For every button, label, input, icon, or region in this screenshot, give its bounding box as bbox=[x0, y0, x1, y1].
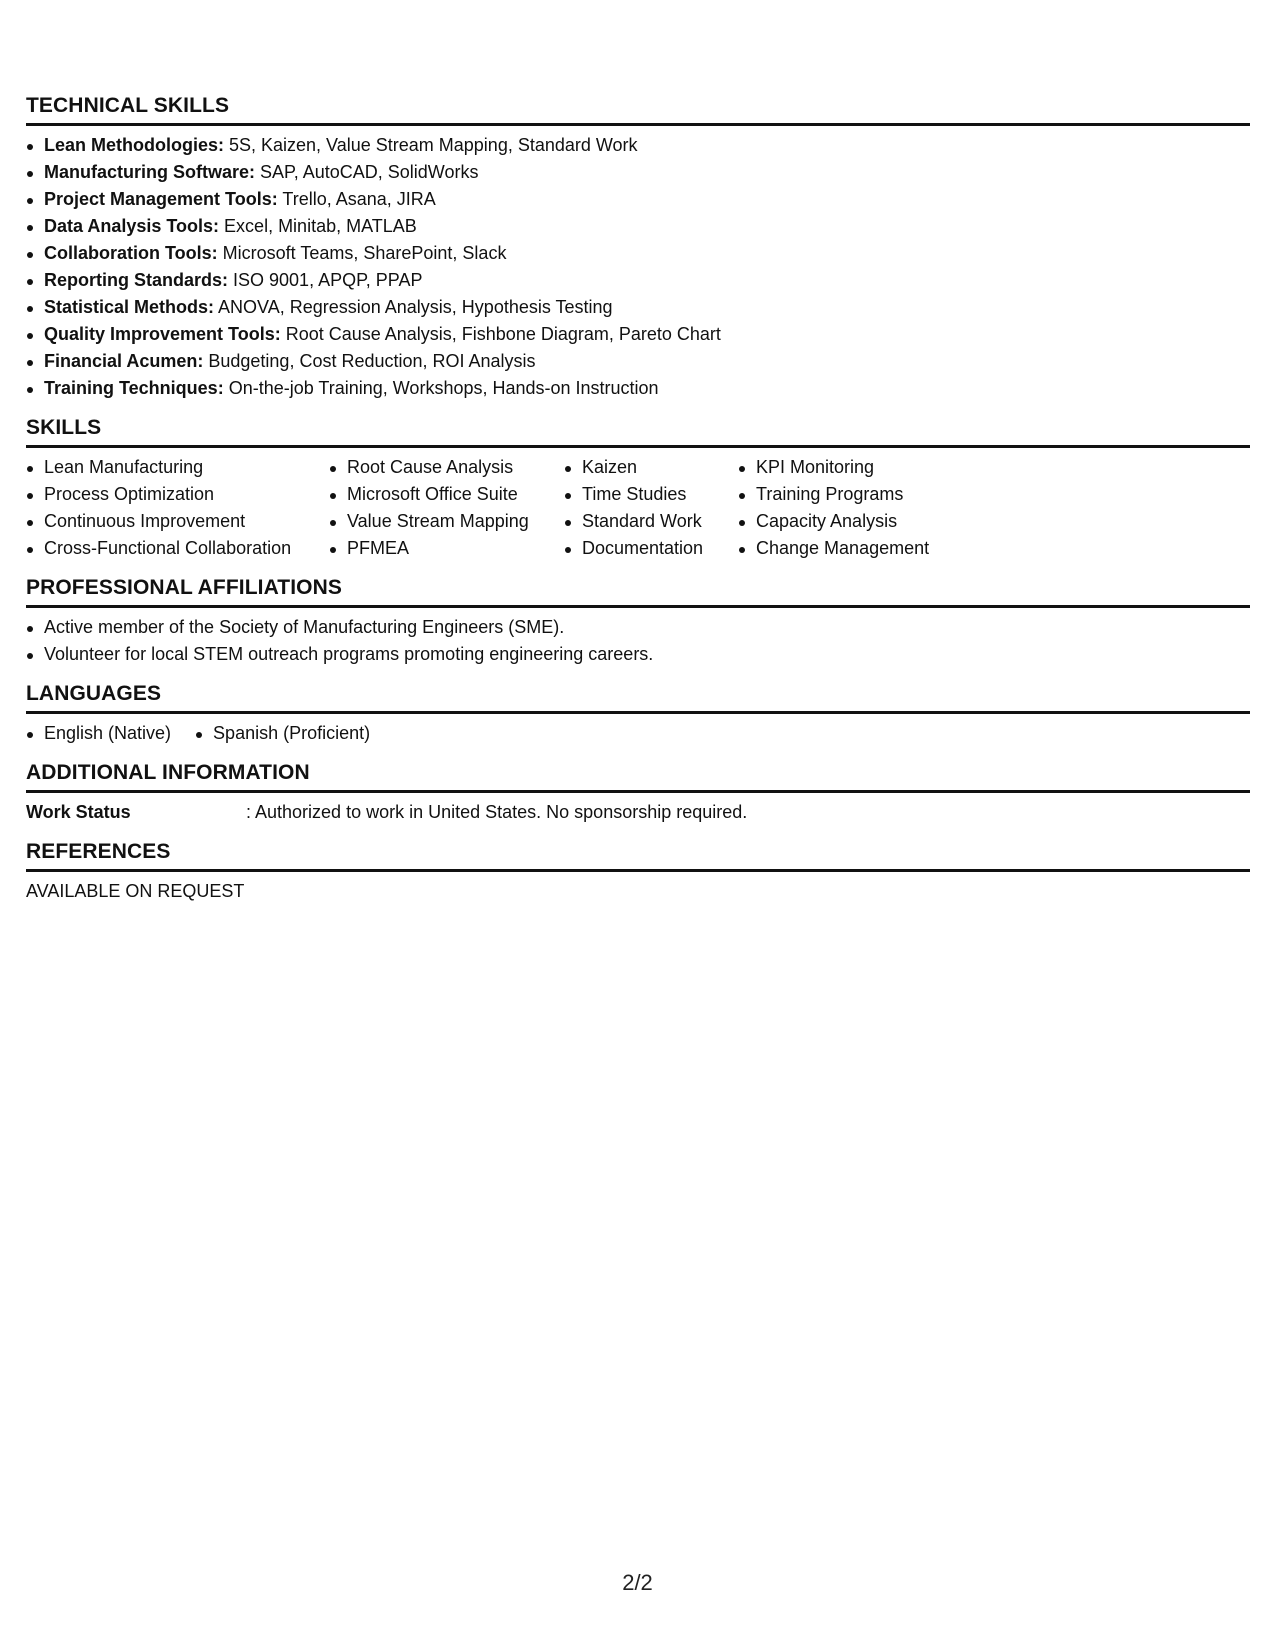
list-item: Change Management bbox=[738, 535, 998, 562]
list-item: Process Optimization bbox=[26, 481, 329, 508]
list-item bbox=[26, 213, 1250, 240]
list-item: Training Programs bbox=[738, 481, 998, 508]
skills-column-2 bbox=[329, 454, 564, 562]
list-item: KPI Monitoring bbox=[738, 454, 998, 481]
skill-value: SAP, AutoCAD, SolidWorks bbox=[255, 162, 479, 182]
list-item: Active member of the Society of Manufacturing Engineers (SME). bbox=[26, 614, 1250, 641]
skill-value: ANOVA, Regression Analysis, Hypothesis Testing bbox=[214, 297, 613, 317]
section-title-additional-info: ADDITIONAL INFORMATION bbox=[26, 761, 1250, 793]
skill-label: Financial Acumen: bbox=[44, 351, 204, 371]
list-item bbox=[26, 267, 1250, 294]
list-item: Continuous Improvement bbox=[26, 508, 329, 535]
list-item: Time Studies bbox=[564, 481, 738, 508]
list-item: Documentation bbox=[564, 535, 738, 562]
skill-value: 5S, Kaizen, Value Stream Mapping, Standard Work bbox=[224, 135, 638, 155]
skill-label: Data Analysis Tools: bbox=[44, 216, 220, 236]
list-item: Spanish (Proficient) bbox=[195, 720, 370, 747]
additional-info-section bbox=[26, 761, 1250, 826]
list-item bbox=[26, 348, 1250, 375]
page-number: 2/2 bbox=[622, 1570, 653, 1595]
skill-value: ISO 9001, APQP, PPAP bbox=[228, 270, 423, 290]
section-title-references: REFERENCES bbox=[26, 840, 1250, 872]
skill-value: Microsoft Teams, SharePoint, Slack bbox=[217, 243, 507, 263]
section-title-technical-skills: TECHNICAL SKILLS bbox=[26, 94, 1250, 126]
skills-section bbox=[26, 416, 1250, 562]
work-status-value: : Authorized to work in United States. No sponsorship required. bbox=[246, 802, 748, 822]
skills-grid bbox=[26, 454, 1250, 562]
skill-value: On-the-job Training, Workshops, Hands-on Instruction bbox=[223, 378, 659, 398]
affiliations-list bbox=[26, 614, 1250, 668]
skill-value: Root Cause Analysis, Fishbone Diagram, Pareto Chart bbox=[280, 324, 721, 344]
list-item: PFMEA bbox=[329, 535, 564, 562]
list-item: Volunteer for local STEM outreach programs promoting engineering careers. bbox=[26, 641, 1250, 668]
list-item: Lean Manufacturing bbox=[26, 454, 329, 481]
skill-label: Training Techniques: bbox=[44, 378, 224, 398]
languages-list bbox=[26, 720, 1250, 747]
list-item bbox=[26, 375, 1250, 402]
skills-column-4 bbox=[738, 454, 998, 562]
list-item bbox=[26, 132, 1250, 159]
list-item: Kaizen bbox=[564, 454, 738, 481]
list-item bbox=[26, 294, 1250, 321]
list-item: Standard Work bbox=[564, 508, 738, 535]
technical-skills-list bbox=[26, 132, 1250, 402]
skill-value: Budgeting, Cost Reduction, ROI Analysis bbox=[203, 351, 536, 371]
list-item: Capacity Analysis bbox=[738, 508, 998, 535]
references-text: AVAILABLE ON REQUEST bbox=[26, 881, 245, 901]
section-title-skills: SKILLS bbox=[26, 416, 1250, 448]
affiliations-section bbox=[26, 576, 1250, 668]
resume-page bbox=[26, 94, 1250, 919]
list-item bbox=[26, 186, 1250, 213]
section-title-languages: LANGUAGES bbox=[26, 682, 1250, 714]
list-item: English (Native) bbox=[26, 720, 171, 747]
skill-label: Lean Methodologies: bbox=[44, 135, 224, 155]
skill-value: Excel, Minitab, MATLAB bbox=[219, 216, 417, 236]
list-item bbox=[26, 240, 1250, 267]
skill-label: Quality Improvement Tools: bbox=[44, 324, 281, 344]
list-item bbox=[26, 159, 1250, 186]
skills-column-3 bbox=[564, 454, 738, 562]
list-item bbox=[26, 321, 1250, 348]
list-item: Value Stream Mapping bbox=[329, 508, 564, 535]
list-item: Root Cause Analysis bbox=[329, 454, 564, 481]
skill-label: Statistical Methods: bbox=[44, 297, 215, 317]
work-status-label: Work Status bbox=[26, 802, 131, 822]
skill-label: Manufacturing Software: bbox=[44, 162, 256, 182]
skills-column-1 bbox=[26, 454, 329, 562]
work-status-row bbox=[26, 799, 1250, 826]
technical-skills-section bbox=[26, 94, 1250, 402]
skill-label: Project Management Tools: bbox=[44, 189, 278, 209]
languages-section bbox=[26, 682, 1250, 747]
section-title-affiliations: PROFESSIONAL AFFILIATIONS bbox=[26, 576, 1250, 608]
list-item: Microsoft Office Suite bbox=[329, 481, 564, 508]
references-section bbox=[26, 840, 1250, 905]
list-item: Cross-Functional Collaboration bbox=[26, 535, 329, 562]
skill-label: Collaboration Tools: bbox=[44, 243, 218, 263]
skill-value: Trello, Asana, JIRA bbox=[277, 189, 436, 209]
skill-label: Reporting Standards: bbox=[44, 270, 229, 290]
